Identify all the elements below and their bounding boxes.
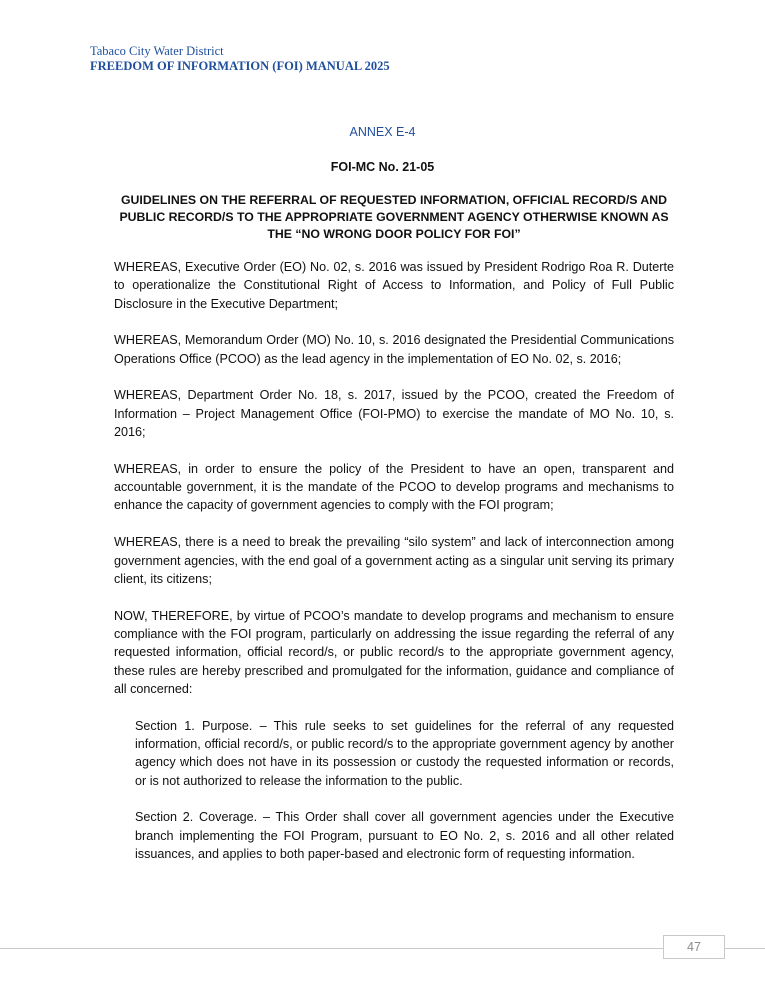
whereas-paragraph-5: WHEREAS, there is a need to break the prevailing “silo system” and lack of interconnection among government agencies, with the end goal of a government acting as a singular unit serving its primary client, its citizens; [114, 535, 674, 586]
annex-label: ANNEX E-4 [349, 125, 416, 139]
document-body [114, 258, 674, 882]
whereas-paragraph-1: WHEREAS, Executive Order (EO) No. 02, s. 2016 was issued by President Rodrigo Roa R. Duterte to operationalize the Constitutional Right of Access to Information, and Policy of Full Public Disclosure in the Executive Department; [114, 260, 674, 311]
guidelines-title: GUIDELINES ON THE REFERRAL OF REQUESTED INFORMATION, OFFICIAL RECORD/S AND PUBLIC RECORD/S TO THE APPROPRIATE GOVERNMENT AGENCY OTHERWISE KNOWN AS THE “NO WRONG DOOR POLICY FOR FOI” [119, 193, 669, 241]
manual-title: FREEDOM OF INFORMATION (FOI) MANUAL 2025 [90, 59, 390, 73]
document-header [90, 44, 390, 74]
memorandum-number: FOI-MC No. 21-05 [330, 160, 435, 174]
section-1-purpose: Section 1. Purpose. – This rule seeks to set guidelines for the referral of any requested information, official record/s, or public record/s to the appropriate government agency by another agency which does not have in its possession or custody the requested information or records, or is not authorized to release the information to the public. [135, 718, 674, 788]
footer-divider [0, 948, 765, 949]
whereas-paragraph-2: WHEREAS, Memorandum Order (MO) No. 10, s. 2016 designated the Presidential Communications Operations Office (PCOO) as the lead agency in the implementation of EO No. 02, s. 2016; [114, 333, 674, 366]
whereas-paragraph-3: WHEREAS, Department Order No. 18, s. 2017, issued by the PCOO, created the Freedom of Information – Project Management Office (FOI-PMO) to exercise the mandate of MO No. 10, s. 2016; [114, 388, 674, 440]
now-therefore-paragraph: NOW, THEREFORE, by virtue of PCOO’s mandate to develop programs and mechanism to ensure compliance with the FOI program, particularly on addressing the issue regarding the referral of any requested information, official record/s, or public record/s to the appropriate government agency, these rules are hereby prescribed and promulgated for the information, guidance and compliance of all concerned: [114, 608, 674, 696]
organization-name: Tabaco City Water District [90, 44, 224, 58]
page-number: 47 [663, 935, 725, 959]
whereas-paragraph-4: WHEREAS, in order to ensure the policy of the President to have an open, transparent and accountable government, it is the mandate of the PCOO to develop programs and mechanisms to enhance the capacity of government agencies to comply with the FOI program; [114, 461, 674, 513]
section-2-coverage: Section 2. Coverage. – This Order shall cover all government agencies under the Executive branch implementing the FOI Program, pursuant to EO No. 2, s. 2016 and all other related issuances, and applies to both paper-based and electronic form of requesting information. [135, 810, 674, 861]
